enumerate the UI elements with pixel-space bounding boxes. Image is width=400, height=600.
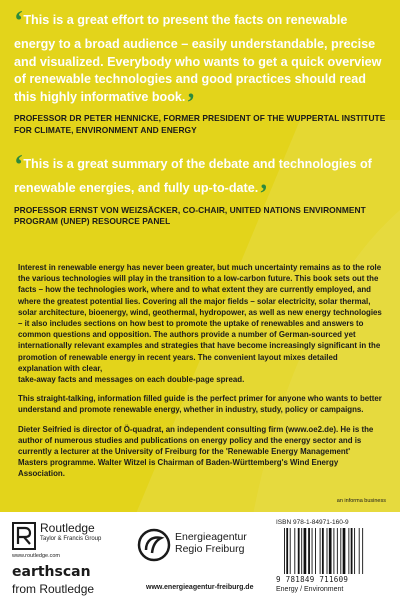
- informa-imprint: an informa business: [336, 498, 386, 504]
- barcode-icon: [282, 528, 392, 574]
- publisher-url: www.routledge.com: [12, 553, 60, 559]
- energieagentur-name-line-1: Energieagentur: [175, 531, 247, 543]
- endorsement-quote-2: [14, 152, 386, 228]
- quote-1-attribution: PROFESSOR DR PETER HENNICKE, FORMER PRESIDENT OF THE WUPPERTAL INSTITUTE FOR CLIMATE, ENVIRONMENT AND ENERGY: [14, 113, 386, 135]
- book-description: [18, 262, 382, 488]
- energieagentur-logo-icon: [137, 528, 171, 562]
- quote-1-text-block: [14, 6, 386, 117]
- quote-1-text: This is a great effort to present the facts on renewable energy to a broad audience – easily understandable, precise and visualized. Everybody who wants to get a quick overview of renewable technologies and good practices should read this highly informative book.: [14, 13, 382, 104]
- description-paragraph-2: This straight-talking, information filled guide is the perfect primer for anyone who wants to better understand and promote renewable energy, whether in industry, study, policy or campaigns.: [18, 394, 382, 415]
- author-1-name: Dieter Seifried: [18, 424, 72, 434]
- subject-category: Energy / Environment: [276, 586, 344, 593]
- author-2-bio: is Chairman of Baden-Württemberg's Wind Energy Association.: [18, 458, 339, 479]
- barcode-digits: 9 781849 711609: [276, 575, 349, 584]
- author-bio: [18, 424, 382, 480]
- close-quote-mark-icon: ’: [259, 179, 268, 208]
- author-1-bio: is director of Ö-quadrat, an independent consulting firm (www.oe2.de). He is the author of numerous studies and publications on energy policy and the energy sector and is currently a lecturer at the University of Freiburg for the 'Renewable Energy Management' Masters programme.: [18, 424, 374, 468]
- publisher-name: Routledge: [40, 521, 95, 535]
- quote-2-text-block: [14, 150, 386, 208]
- description-paragraph-1: Interest in renewable energy has never been greater, but much uncertainty remains as to the role the various technologies will play in the transition to a low-carbon future. This book sets out the facts – how the technologies work, where and to what extent they are currently employed, and where the greatest potential lies. Covering all the major fields – solar electricity, solar thermal, solar architecture, bioenergy, wind, geothermal, hydropower, as well as new energy technologies – it also includes sections on how best to promote the uptake of renewables and answers to common questions and opposition. The authors provide a number of German-sourced yet internationally relevant examples and strategies that have become increasingly significant in the promotion of renewable energy in recent years. The convenient layout mixes detailed explanation with clear, take-away facts and messages on each double-page spread.: [18, 263, 382, 385]
- publisher-footer: [0, 512, 400, 600]
- energieagentur-url: www.energieagentur-freiburg.de: [146, 584, 254, 591]
- isbn-block: [276, 519, 394, 595]
- energieagentur-name-line-2: Regio Freiburg: [175, 543, 245, 555]
- quote-2-attribution: PROFESSOR ERNST VON WEIZSÄCKER, CO-CHAIR, UNITED NATIONS ENVIRONMENT PROGRAM (UNEP) RESOURCE PANEL: [14, 204, 366, 227]
- publisher-group: Taylor & Francis Group: [40, 536, 102, 542]
- open-quote-mark-icon: ‘: [14, 6, 24, 37]
- isbn-number: ISBN 978-1-84971-160-9: [276, 519, 349, 526]
- routledge-logo-icon: [12, 522, 36, 550]
- energieagentur-name: [175, 531, 247, 555]
- open-quote-mark-icon: ‘: [14, 150, 24, 181]
- close-quote-mark-icon: ’: [186, 87, 196, 117]
- author-2-name: Walter Witzel: [97, 458, 147, 468]
- earthscan-from-text: from Routledge: [12, 582, 95, 596]
- endorsement-quote-1: [14, 8, 386, 136]
- earthscan-logo-text: earthscan: [12, 564, 91, 580]
- quote-2-text: This is a great summary of the debate and technologies of renewable energies, and fully up-to-date.: [14, 157, 372, 195]
